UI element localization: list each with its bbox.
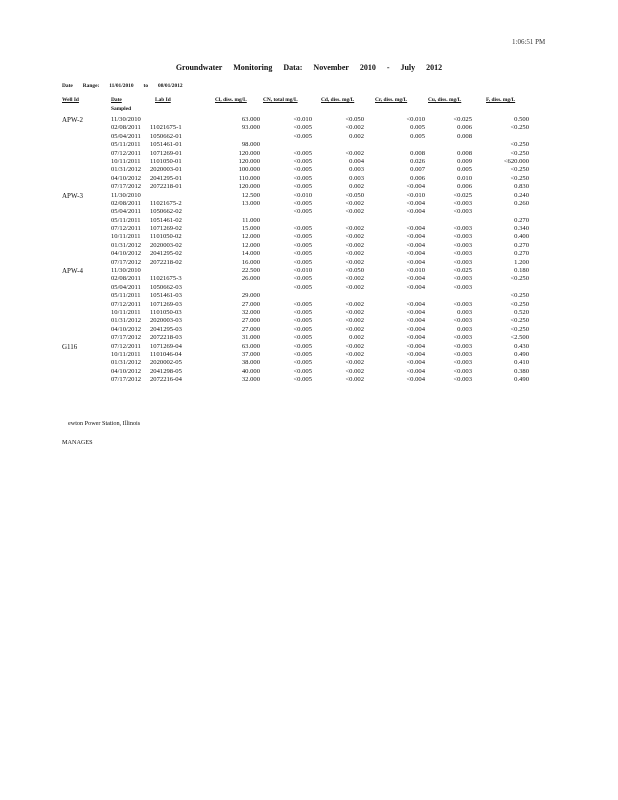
cell-date: 02/08/2011 xyxy=(111,199,141,207)
cell-cd: <0.002 xyxy=(345,325,364,333)
cell-cu: <0.003 xyxy=(453,317,472,325)
cell-cd: 0.002 xyxy=(349,132,364,140)
cell-cr: <0.004 xyxy=(406,233,425,241)
cell-cl: 27.000 xyxy=(241,317,260,325)
cell-cl: 13.000 xyxy=(241,199,260,207)
cell-date: 10/11/2011 xyxy=(111,308,141,316)
cell-date: 04/10/2012 xyxy=(111,250,142,258)
cell-cu: <0.003 xyxy=(453,275,472,283)
cell-cl: 11.000 xyxy=(242,216,260,224)
cell-lab: 1101050-01 xyxy=(150,157,182,165)
table-row xyxy=(0,192,618,200)
cell-cr: 0.008 xyxy=(410,149,425,157)
cell-cn: <0.005 xyxy=(293,225,312,233)
cell-cu: <0.003 xyxy=(453,376,472,384)
cell-cl: 12.000 xyxy=(241,241,260,249)
cell-cr: <0.004 xyxy=(406,208,425,216)
cell-cr: <0.004 xyxy=(406,225,425,233)
cell-cd: <0.050 xyxy=(345,267,364,275)
cell-cl: 40.000 xyxy=(241,367,260,375)
col-header-date: Date xyxy=(111,97,122,103)
cell-f: 0.500 xyxy=(514,116,529,123)
cell-cl: 29.000 xyxy=(241,292,260,300)
cell-cd: 0.003 xyxy=(349,166,364,174)
cell-f: 0.410 xyxy=(514,359,529,367)
table-row xyxy=(0,158,618,166)
cell-date: 07/12/2011 xyxy=(111,225,141,233)
cell-cr: 0.005 xyxy=(410,124,425,132)
col-header-cn: CN, total mg/L xyxy=(263,97,298,103)
cell-cl: 37.000 xyxy=(241,350,260,358)
cell-cu: 0.009 xyxy=(457,157,472,165)
cell-cd: <0.050 xyxy=(345,116,364,123)
col-header-cl: Cl, diss. mg/L xyxy=(215,97,247,103)
cell-well: APW-4 xyxy=(62,267,83,276)
cell-cu: 0.006 xyxy=(457,124,472,132)
cell-f: <620.000 xyxy=(503,157,529,165)
col-header-sampled: Sampled xyxy=(111,106,132,112)
table-row xyxy=(0,217,618,225)
cell-lab: 2020003-02 xyxy=(150,241,182,249)
cell-cr: <0.004 xyxy=(406,300,425,308)
cell-cr: <0.004 xyxy=(406,258,425,266)
cell-f: 0.400 xyxy=(514,233,529,241)
cell-cl: 63.000 xyxy=(241,342,260,350)
table-row xyxy=(0,267,618,275)
table-row xyxy=(0,351,618,359)
cell-f: <0.250 xyxy=(510,166,529,174)
cell-cu: <0.003 xyxy=(453,241,472,249)
cell-cr: 0.005 xyxy=(410,132,425,140)
cell-cl: 26.000 xyxy=(241,275,260,283)
cell-cl: 38.000 xyxy=(241,359,260,367)
table-row xyxy=(0,150,618,158)
table-row xyxy=(0,326,618,334)
table-row xyxy=(0,124,618,132)
cell-lab: 11021675-3 xyxy=(150,275,182,283)
cell-cr: <0.004 xyxy=(406,359,425,367)
cell-lab: 2041295-01 xyxy=(150,174,182,182)
cell-cr: <0.010 xyxy=(406,267,425,275)
cell-cu: 0.010 xyxy=(457,174,472,182)
cell-f: 0.180 xyxy=(514,267,529,275)
cell-date: 04/10/2012 xyxy=(111,367,142,375)
cell-cd: <0.002 xyxy=(345,225,364,233)
cell-cr: <0.004 xyxy=(406,350,425,358)
cell-cn: <0.005 xyxy=(293,350,312,358)
cell-well: APW-2 xyxy=(62,116,83,124)
cell-cd: 0.002 xyxy=(349,334,364,342)
table-row xyxy=(0,225,618,233)
cell-lab: 1071269-03 xyxy=(150,300,182,308)
report-title: Groundwater Monitoring Data: November 2010 - July 2012 xyxy=(175,63,443,72)
cell-cd: <0.002 xyxy=(345,208,364,216)
cell-lab: 2072216-04 xyxy=(150,376,182,384)
cell-cl: 98.000 xyxy=(241,141,260,149)
cell-cn: <0.005 xyxy=(293,342,312,350)
cell-cu: <0.003 xyxy=(453,350,472,358)
cell-cd: <0.002 xyxy=(345,275,364,283)
cell-cr: <0.010 xyxy=(406,191,425,199)
cell-cn: <0.005 xyxy=(293,367,312,375)
cell-date: 05/11/2011 xyxy=(111,292,141,300)
column-header-row xyxy=(62,97,528,106)
cell-f: 0.260 xyxy=(514,199,529,207)
cell-lab: 2072218-01 xyxy=(150,183,182,191)
cell-date: 05/11/2011 xyxy=(111,216,141,224)
cell-f: <0.250 xyxy=(510,174,529,182)
cell-cd: <0.002 xyxy=(345,258,364,266)
cell-cn: <0.005 xyxy=(293,157,312,165)
cell-cr: <0.004 xyxy=(406,283,425,291)
table-row xyxy=(0,183,618,191)
table-row xyxy=(0,259,618,267)
cell-cr: <0.004 xyxy=(406,241,425,249)
col-header-lab: Lab Id xyxy=(155,97,171,103)
footer-company: MANAGES xyxy=(62,439,93,446)
cell-f: <0.250 xyxy=(510,141,529,149)
cell-date: 10/11/2011 xyxy=(111,350,141,358)
cell-cn: <0.005 xyxy=(293,233,312,241)
cell-lab: 2020003-03 xyxy=(150,317,182,325)
cell-cn: <0.005 xyxy=(293,174,312,182)
cell-lab: 1050662-03 xyxy=(150,283,182,291)
cell-cn: <0.005 xyxy=(293,199,312,207)
col-header-cr: Cr, diss. mg/L xyxy=(375,97,408,103)
cell-f: <0.250 xyxy=(510,292,529,300)
cell-cu: <0.003 xyxy=(453,233,472,241)
table-row xyxy=(0,250,618,258)
cell-f: <0.250 xyxy=(510,325,529,333)
cell-cl: 120.000 xyxy=(238,149,260,157)
table-row xyxy=(0,368,618,376)
cell-cd: <0.002 xyxy=(345,149,364,157)
cell-cu: 0.008 xyxy=(457,149,472,157)
col-header-cu: Cu, diss. mg/L xyxy=(428,97,462,103)
cell-lab: 1051461-01 xyxy=(150,141,182,149)
cell-date: 07/17/2012 xyxy=(111,334,142,342)
cell-cn: <0.005 xyxy=(293,275,312,283)
cell-cd: <0.002 xyxy=(345,283,364,291)
cell-date: 05/11/2011 xyxy=(111,141,141,149)
cell-lab: 1101046-04 xyxy=(150,350,182,358)
cell-cu: <0.003 xyxy=(453,199,472,207)
table-row xyxy=(0,292,618,300)
cell-cn: <0.005 xyxy=(293,376,312,384)
cell-cn: <0.005 xyxy=(293,241,312,249)
cell-cl: 22.500 xyxy=(241,267,260,275)
cell-cn: <0.010 xyxy=(293,191,312,199)
cell-cl: 16.000 xyxy=(241,258,260,266)
cell-f: 0.830 xyxy=(514,183,529,191)
cell-f: 0.270 xyxy=(514,241,529,249)
table-row xyxy=(0,275,618,283)
cell-cl: 27.000 xyxy=(241,325,260,333)
cell-cn: <0.005 xyxy=(293,132,312,140)
table-row xyxy=(0,309,618,317)
print-time: 1:06:51 PM xyxy=(512,38,546,46)
cell-cl: 93.000 xyxy=(241,124,260,132)
cell-cl: 15.000 xyxy=(241,225,260,233)
cell-f: 0.490 xyxy=(514,350,529,358)
cell-cd: <0.050 xyxy=(345,191,364,199)
table-row xyxy=(0,301,618,309)
cell-cu: <0.003 xyxy=(453,334,472,342)
table-row xyxy=(0,141,618,149)
cell-cu: 0.006 xyxy=(457,183,472,191)
cell-date: 07/17/2012 xyxy=(111,376,142,384)
cell-date: 01/31/2012 xyxy=(111,241,142,249)
cell-cl: 32.000 xyxy=(241,376,260,384)
cell-lab: 11021675-2 xyxy=(150,199,182,207)
cell-well: G116 xyxy=(62,342,78,351)
cell-f: 0.340 xyxy=(514,225,529,233)
table-row xyxy=(0,133,618,141)
cell-cd: 0.003 xyxy=(349,174,364,182)
cell-cl: 110.000 xyxy=(238,174,260,182)
cell-date: 07/12/2011 xyxy=(111,300,141,308)
cell-f: 0.430 xyxy=(514,342,529,350)
data-table xyxy=(0,116,618,385)
cell-f: 0.270 xyxy=(514,250,529,258)
cell-cu: <0.003 xyxy=(453,283,472,291)
cell-cn: <0.005 xyxy=(293,124,312,132)
cell-lab: 1101050-02 xyxy=(150,233,182,241)
cell-cl: 12.500 xyxy=(241,191,260,199)
cell-cu: <0.003 xyxy=(453,342,472,350)
cell-f: <0.250 xyxy=(510,300,529,308)
table-row xyxy=(0,343,618,351)
cell-date: 04/10/2012 xyxy=(111,325,142,333)
footer-location: ewton Power Station, Illinois xyxy=(68,420,141,427)
cell-date: 02/08/2011 xyxy=(111,124,141,132)
cell-lab: 1071269-02 xyxy=(150,225,182,233)
cell-cl: 32.000 xyxy=(241,308,260,316)
cell-cl: 100.000 xyxy=(238,166,260,174)
cell-cr: <0.004 xyxy=(406,376,425,384)
cell-cd: <0.002 xyxy=(345,233,364,241)
cell-cd: <0.002 xyxy=(345,300,364,308)
cell-date: 10/11/2011 xyxy=(111,233,141,241)
cell-cd: <0.002 xyxy=(345,317,364,325)
cell-cr: <0.004 xyxy=(406,199,425,207)
cell-date: 01/31/2012 xyxy=(111,359,142,367)
col-header-cd: Cd, diss. mg/L xyxy=(321,97,355,103)
range-end: 08/01/2012 xyxy=(158,83,183,89)
cell-date: 05/04/2011 xyxy=(111,208,141,216)
cell-date: 01/31/2012 xyxy=(111,166,142,174)
cell-f: <0.250 xyxy=(510,149,529,157)
cell-cn: <0.005 xyxy=(293,359,312,367)
cell-cl: 27.000 xyxy=(241,300,260,308)
cell-cr: <0.004 xyxy=(406,334,425,342)
cell-cl: 120.000 xyxy=(238,157,260,165)
cell-cn: <0.005 xyxy=(293,166,312,174)
cell-cr: <0.004 xyxy=(406,250,425,258)
cell-cu: <0.003 xyxy=(453,225,472,233)
cell-cd: <0.002 xyxy=(345,367,364,375)
table-row xyxy=(0,317,618,325)
cell-lab: 2072218-02 xyxy=(150,258,182,266)
cell-cu: 0.003 xyxy=(457,308,472,316)
cell-cl: 120.000 xyxy=(238,183,260,191)
cell-date: 07/17/2012 xyxy=(111,258,142,266)
cell-cr: <0.004 xyxy=(406,183,425,191)
cell-lab: 11021675-1 xyxy=(150,124,182,132)
cell-cu: <0.025 xyxy=(453,191,472,199)
cell-cu: <0.025 xyxy=(453,116,472,123)
cell-cn: <0.005 xyxy=(293,149,312,157)
cell-cu: <0.003 xyxy=(453,258,472,266)
cell-date: 07/17/2012 xyxy=(111,183,142,191)
date-range-label: Date xyxy=(62,83,73,89)
cell-date: 11/30/2010 xyxy=(111,267,141,275)
cell-lab: 2041295-03 xyxy=(150,325,182,333)
col-header-well: Well Id xyxy=(62,97,79,103)
cell-cr: <0.010 xyxy=(406,116,425,123)
cell-cn: <0.005 xyxy=(293,334,312,342)
cell-lab: 1050662-01 xyxy=(150,132,182,140)
cell-f: <0.250 xyxy=(510,275,529,283)
cell-cu: <0.025 xyxy=(453,267,472,275)
table-row xyxy=(0,242,618,250)
cell-cu: <0.003 xyxy=(453,367,472,375)
cell-cd: 0.002 xyxy=(349,183,364,191)
cell-date: 02/08/2011 xyxy=(111,275,141,283)
cell-lab: 1101050-03 xyxy=(150,308,182,316)
cell-lab: 1051461-03 xyxy=(150,292,182,300)
table-row xyxy=(0,175,618,183)
cell-cn: <0.005 xyxy=(293,283,312,291)
cell-cr: <0.004 xyxy=(406,342,425,350)
cell-lab: 1071269-04 xyxy=(150,342,182,350)
table-row xyxy=(0,334,618,342)
cell-date: 07/12/2011 xyxy=(111,342,141,350)
cell-cl: 31.000 xyxy=(241,334,260,342)
cell-cd: <0.002 xyxy=(345,124,364,132)
cell-cl: 63.000 xyxy=(241,116,260,123)
cell-lab: 1051461-02 xyxy=(150,216,182,224)
cell-f: 1.200 xyxy=(514,258,529,266)
range-start: 11/01/2010 xyxy=(109,83,134,89)
date-range xyxy=(62,83,193,89)
cell-date: 01/31/2012 xyxy=(111,317,142,325)
cell-cu: 0.003 xyxy=(457,325,472,333)
table-row xyxy=(0,166,618,174)
cell-cn: <0.005 xyxy=(293,183,312,191)
cell-f: <0.250 xyxy=(510,317,529,325)
cell-cr: <0.004 xyxy=(406,308,425,316)
table-row xyxy=(0,233,618,241)
cell-cr: <0.004 xyxy=(406,367,425,375)
cell-cd: <0.002 xyxy=(345,250,364,258)
cell-cd: <0.002 xyxy=(345,241,364,249)
cell-cu: <0.003 xyxy=(453,300,472,308)
cell-f: <2.500 xyxy=(510,334,529,342)
cell-cl: 14.000 xyxy=(241,250,260,258)
table-row xyxy=(0,376,618,384)
cell-cu: 0.008 xyxy=(457,132,472,140)
cell-f: 0.270 xyxy=(514,216,529,224)
table-row xyxy=(0,208,618,216)
cell-cr: 0.006 xyxy=(410,174,425,182)
range-label: Range: xyxy=(82,83,100,89)
cell-well: APW-3 xyxy=(62,191,83,200)
cell-date: 11/30/2010 xyxy=(111,191,141,199)
table-row xyxy=(0,284,618,292)
cell-cr: 0.007 xyxy=(410,166,425,174)
cell-cu: <0.003 xyxy=(453,359,472,367)
cell-cr: 0.026 xyxy=(410,157,425,165)
cell-cu: <0.003 xyxy=(453,208,472,216)
cell-cd: <0.002 xyxy=(345,350,364,358)
cell-cu: 0.005 xyxy=(457,166,472,174)
cell-lab: 2041295-02 xyxy=(150,250,182,258)
cell-cn: <0.010 xyxy=(293,267,312,275)
cell-date: 05/04/2011 xyxy=(111,132,141,140)
cell-cd: <0.002 xyxy=(345,342,364,350)
cell-cn: <0.005 xyxy=(293,300,312,308)
cell-date: 04/10/2012 xyxy=(111,174,142,182)
cell-date: 07/12/2011 xyxy=(111,149,141,157)
cell-f: 0.240 xyxy=(514,191,529,199)
cell-lab: 2020003-01 xyxy=(150,166,182,174)
table-row xyxy=(0,200,618,208)
cell-cd: 0.004 xyxy=(349,157,364,165)
cell-f: 0.490 xyxy=(514,376,529,384)
table-row xyxy=(0,116,618,124)
cell-lab: 2072218-03 xyxy=(150,334,182,342)
cell-cn: <0.005 xyxy=(293,317,312,325)
col-header-f: F, diss. mg/L xyxy=(486,97,516,103)
cell-lab: 1050662-02 xyxy=(150,208,182,216)
cell-cn: <0.005 xyxy=(293,208,312,216)
cell-lab: 1071269-01 xyxy=(150,149,182,157)
cell-cr: <0.004 xyxy=(406,275,425,283)
cell-cr: <0.004 xyxy=(406,325,425,333)
cell-cu: <0.003 xyxy=(453,250,472,258)
cell-cd: <0.002 xyxy=(345,359,364,367)
cell-cn: <0.005 xyxy=(293,250,312,258)
cell-cr: <0.004 xyxy=(406,317,425,325)
cell-f: 0.520 xyxy=(514,308,529,316)
cell-cd: <0.002 xyxy=(345,308,364,316)
cell-f: 0.380 xyxy=(514,367,529,375)
cell-cn: <0.005 xyxy=(293,308,312,316)
cell-cn: <0.005 xyxy=(293,325,312,333)
cell-lab: 2020002-05 xyxy=(150,359,182,367)
cell-f: <0.250 xyxy=(510,124,529,132)
table-row xyxy=(0,359,618,367)
cell-cd: <0.002 xyxy=(345,199,364,207)
cell-cn: <0.010 xyxy=(293,116,312,123)
cell-lab: 2041298-05 xyxy=(150,367,182,375)
cell-cl: 12.000 xyxy=(241,233,260,241)
cell-date: 11/30/2010 xyxy=(111,116,141,123)
cell-cn: <0.005 xyxy=(293,258,312,266)
cell-date: 10/11/2011 xyxy=(111,157,141,165)
cell-date: 05/04/2011 xyxy=(111,283,141,291)
range-to: to xyxy=(143,83,149,89)
cell-cd: <0.002 xyxy=(345,376,364,384)
